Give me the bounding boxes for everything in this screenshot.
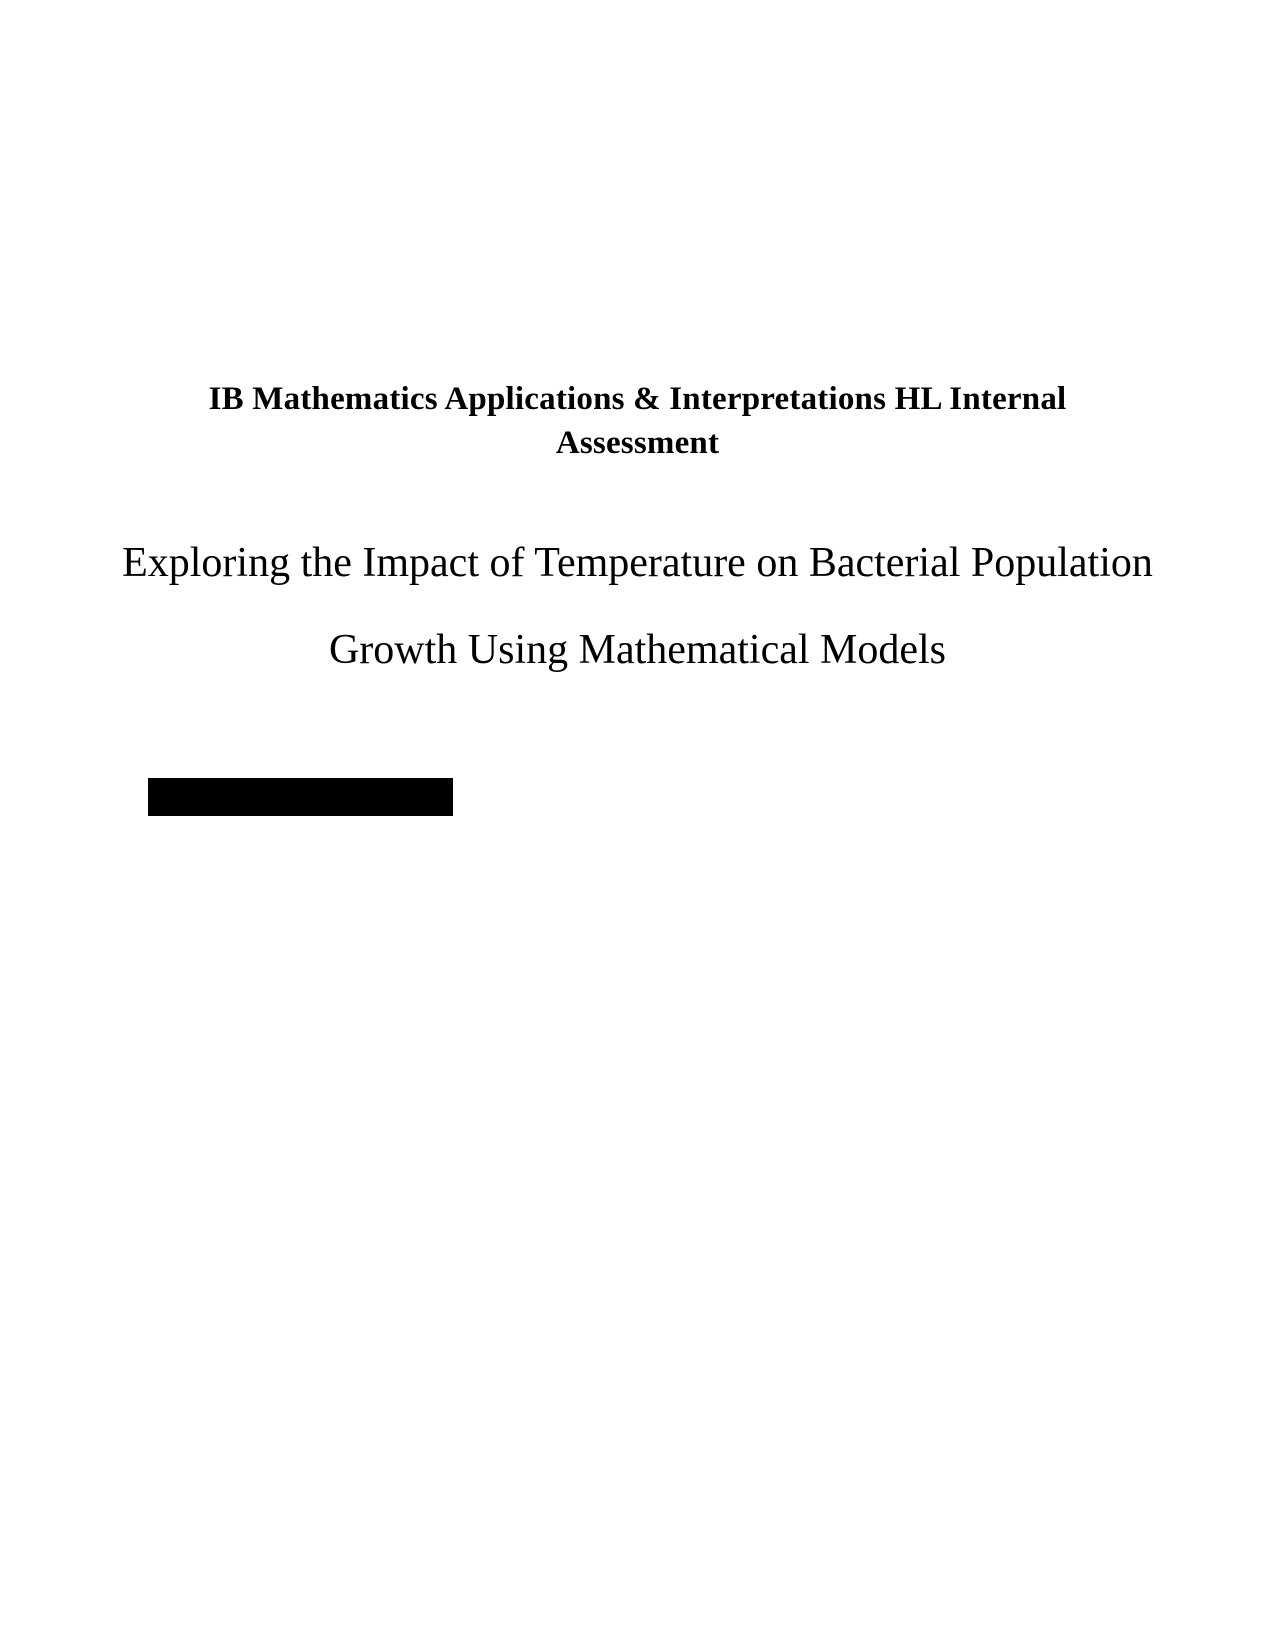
heading-line-1: IB Mathematics Applications & Interpretations HL Internal xyxy=(208,381,1067,417)
heading-line-2: Assessment xyxy=(555,425,720,461)
title-line-1: Exploring the Impact of Temperature on Bacterial Population xyxy=(122,540,1153,586)
document-title xyxy=(0,520,1275,694)
title-line-2: Growth Using Mathematical Models xyxy=(328,627,947,673)
redacted-author-name xyxy=(148,778,453,816)
document-heading xyxy=(0,377,1275,465)
